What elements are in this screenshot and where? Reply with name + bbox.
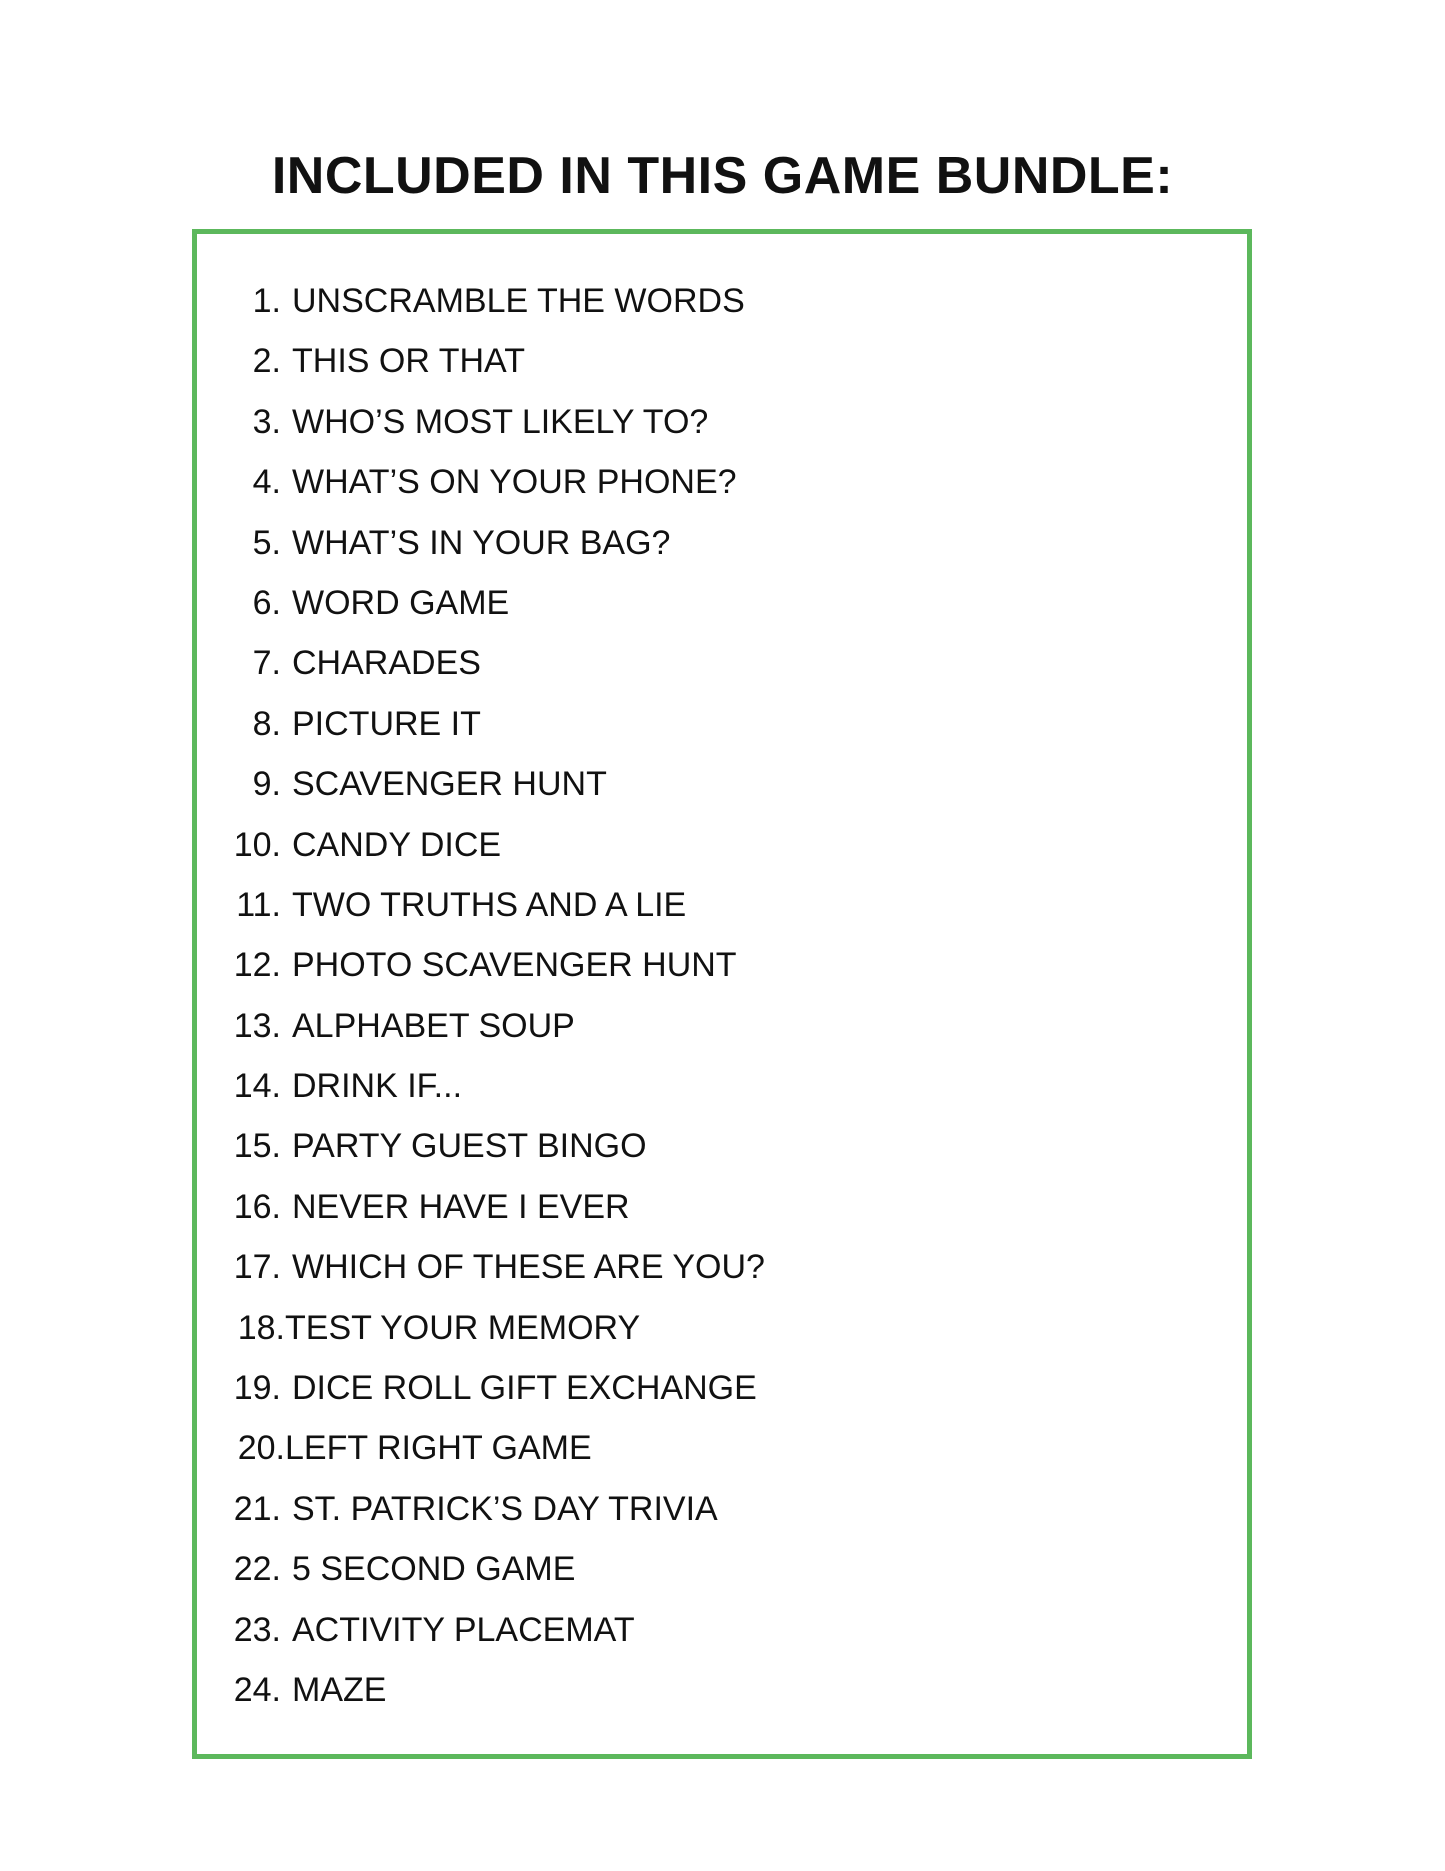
item-label: TEST YOUR MEMORY: [285, 1308, 641, 1347]
item-number: 21.: [233, 1489, 281, 1528]
item-label: LEFT RIGHT GAME: [285, 1429, 592, 1468]
item-label: TWO TRUTHS AND A LIE: [292, 885, 687, 924]
item-label: SCAVENGER HUNT: [292, 765, 607, 804]
item-number: 18.: [237, 1308, 285, 1347]
item-label: PICTURE IT: [292, 704, 481, 743]
item-label: PHOTO SCAVENGER HUNT: [292, 946, 737, 985]
list-item: [0, 1303, 1445, 1363]
item-label: WORD GAME: [292, 583, 510, 622]
item-label: WHAT’S ON YOUR PHONE?: [292, 463, 737, 502]
item-number: 10.: [233, 825, 281, 864]
list-item: [0, 1484, 1445, 1544]
list-item: [0, 1544, 1445, 1604]
item-label: THIS OR THAT: [292, 342, 525, 381]
item-number: 9.: [252, 765, 281, 804]
list-item: [0, 1363, 1445, 1423]
list-item: [0, 880, 1445, 940]
item-number: 3.: [252, 402, 281, 441]
item-label: WHO’S MOST LIKELY TO?: [292, 402, 709, 441]
item-label: ALPHABET SOUP: [292, 1006, 575, 1045]
item-label: PARTY GUEST BINGO: [292, 1127, 647, 1166]
item-number: 2.: [252, 342, 281, 381]
item-number: 15.: [233, 1127, 281, 1166]
item-number: 20.: [237, 1429, 285, 1468]
item-label: WHAT’S IN YOUR BAG?: [292, 523, 671, 562]
game-list: [0, 276, 1445, 1725]
item-number: 19.: [233, 1369, 281, 1408]
item-label: MAZE: [292, 1670, 387, 1709]
list-item: [0, 1605, 1445, 1665]
item-number: 8.: [252, 704, 281, 743]
item-number: 4.: [252, 463, 281, 502]
item-number: 6.: [252, 583, 281, 622]
item-number: 14.: [233, 1067, 281, 1106]
item-label: UNSCRAMBLE THE WORDS: [292, 282, 745, 320]
list-item: [0, 940, 1445, 1000]
list-item: [0, 518, 1445, 578]
item-number: 22.: [233, 1550, 281, 1589]
list-item: [0, 276, 1445, 336]
item-number: 24.: [233, 1670, 281, 1709]
list-item: [0, 759, 1445, 819]
item-number: 12.: [233, 946, 281, 985]
list-item: [0, 1665, 1445, 1725]
list-item: [0, 1423, 1445, 1483]
item-label: NEVER HAVE I EVER: [292, 1187, 630, 1226]
list-item: [0, 699, 1445, 759]
item-label: DRINK IF...: [292, 1067, 463, 1106]
item-label: CHARADES: [292, 644, 481, 683]
item-number: 5.: [252, 523, 281, 562]
list-item: [0, 336, 1445, 396]
list-item: [0, 397, 1445, 457]
item-label: DICE ROLL GIFT EXCHANGE: [292, 1369, 757, 1408]
list-item: [0, 1061, 1445, 1121]
item-number: 13.: [233, 1006, 281, 1045]
list-item: [0, 578, 1445, 638]
list-item: [0, 1182, 1445, 1242]
item-number: 23.: [233, 1610, 281, 1649]
item-label: ST. PATRICK’S DAY TRIVIA: [292, 1489, 718, 1528]
list-item: [0, 457, 1445, 517]
item-number: 11.: [236, 885, 281, 924]
item-number: 7.: [252, 644, 281, 683]
item-label: WHICH OF THESE ARE YOU?: [292, 1248, 765, 1287]
item-label: CANDY DICE: [292, 825, 502, 864]
item-label: ACTIVITY PLACEMAT: [292, 1610, 635, 1649]
item-label: 5 SECOND GAME: [292, 1550, 576, 1589]
list-item: [0, 820, 1445, 880]
page-title: INCLUDED IN THIS GAME BUNDLE:: [271, 147, 1174, 205]
item-number: 16.: [233, 1187, 281, 1226]
item-number: 17.: [233, 1248, 281, 1287]
list-item: [0, 1001, 1445, 1061]
item-number: 1.: [252, 282, 281, 320]
list-item: [0, 1242, 1445, 1302]
list-item: [0, 1121, 1445, 1181]
list-item: [0, 638, 1445, 698]
